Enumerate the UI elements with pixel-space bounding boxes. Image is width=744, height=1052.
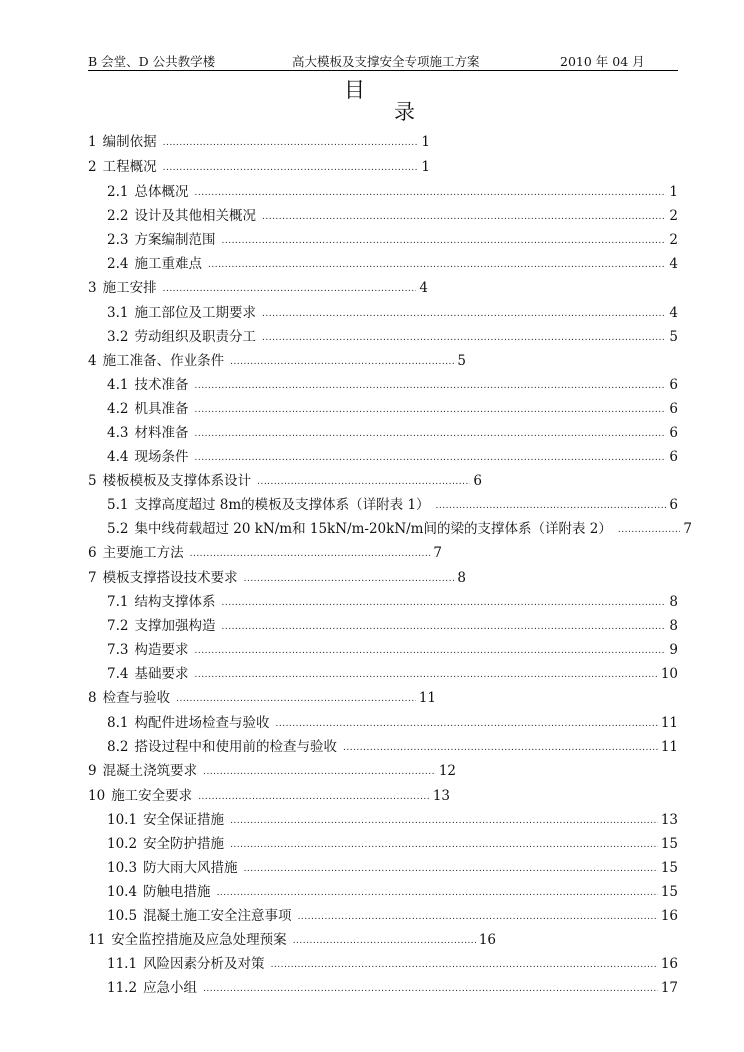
toc-entry-page-number: 6 bbox=[669, 497, 678, 513]
toc-entry-number: 2.3 bbox=[107, 232, 129, 248]
toc-entry-page-number: 2 bbox=[669, 208, 678, 224]
toc-entry-number: 5.2 bbox=[107, 521, 129, 537]
toc-entry-label: 构造要求 bbox=[134, 642, 189, 658]
toc-entry-section[interactable] bbox=[88, 926, 496, 948]
toc-entry-page-number: 5 bbox=[669, 329, 678, 345]
page-header bbox=[88, 52, 678, 70]
toc-entry-label: 技术准备 bbox=[134, 377, 189, 393]
toc-entry-page-number: 2 bbox=[669, 232, 678, 248]
toc-entry-number: 4 bbox=[88, 353, 97, 369]
toc-entry-subsection[interactable] bbox=[107, 250, 678, 272]
toc-entry-label: 风险因素分析及对策 bbox=[143, 956, 265, 972]
toc-leader-dots bbox=[618, 523, 681, 537]
toc-entry-page-number: 17 bbox=[660, 980, 678, 996]
toc-entry-page-number: 1 bbox=[669, 184, 678, 200]
toc-entry-page-number: 6 bbox=[669, 401, 678, 417]
toc-leader-dots bbox=[176, 692, 416, 706]
toc-entry-number: 10.5 bbox=[107, 908, 138, 924]
toc-entry-page-number: 4 bbox=[419, 280, 428, 296]
toc-entry-page-number: 6 bbox=[669, 449, 678, 465]
toc-entry-number: 3.1 bbox=[107, 305, 129, 321]
toc-entry-subsection[interactable] bbox=[107, 902, 678, 924]
toc-entry-number: 5.1 bbox=[107, 497, 129, 513]
toc-entry-label: 施工部位及工期要求 bbox=[134, 305, 256, 321]
toc-entry-subsection[interactable] bbox=[107, 806, 678, 828]
toc-entry-section[interactable] bbox=[88, 684, 436, 706]
toc-entry-label: 主要施工方法 bbox=[102, 545, 184, 561]
toc-entry-subsection[interactable] bbox=[107, 491, 678, 513]
toc-entry-subsection[interactable] bbox=[107, 178, 678, 200]
toc-leader-dots bbox=[221, 596, 666, 610]
toc-entry-page-number: 7 bbox=[433, 545, 442, 561]
toc-title-part1: 目 bbox=[344, 78, 365, 102]
toc-leader-dots bbox=[293, 934, 476, 948]
toc-leader-dots bbox=[163, 161, 419, 175]
toc-entry-number: 2.2 bbox=[107, 208, 129, 224]
toc-entry-subsection[interactable] bbox=[107, 974, 678, 996]
toc-entry-number: 11 bbox=[88, 932, 106, 948]
toc-entry-subsection[interactable] bbox=[107, 419, 678, 441]
toc-entry-label: 应急小组 bbox=[143, 980, 198, 996]
toc-entry-label: 安全防护措施 bbox=[143, 836, 225, 852]
toc-leader-dots bbox=[194, 379, 666, 393]
toc-entry-subsection[interactable] bbox=[107, 660, 678, 682]
toc-entry-page-number: 7 bbox=[683, 521, 692, 537]
toc-leader-dots bbox=[194, 186, 666, 200]
toc-entry-label: 工程概况 bbox=[102, 159, 157, 175]
toc-entry-subsection[interactable] bbox=[107, 395, 678, 417]
toc-entry-number: 10.2 bbox=[107, 836, 138, 852]
toc-entry-number: 3.2 bbox=[107, 329, 129, 345]
toc-entry-page-number: 5 bbox=[457, 353, 466, 369]
toc-entry-page-number: 8 bbox=[457, 570, 466, 586]
toc-entry-label: 检查与验收 bbox=[102, 690, 171, 706]
toc-title-part2: 录 bbox=[394, 100, 415, 124]
toc-entry-subsection[interactable] bbox=[107, 709, 678, 731]
toc-entry-number: 2.4 bbox=[107, 256, 129, 272]
toc-leader-dots bbox=[221, 234, 666, 248]
toc-leader-dots bbox=[194, 451, 666, 465]
toc-leader-dots bbox=[244, 572, 455, 586]
toc-leader-dots bbox=[275, 717, 657, 731]
toc-entry-label: 防大雨大风措施 bbox=[143, 860, 238, 876]
header-left-text: B 会堂、D 公共教学楼 bbox=[88, 54, 216, 69]
toc-leader-dots bbox=[208, 258, 666, 272]
toc-entry-subsection[interactable] bbox=[107, 443, 678, 465]
toc-entry-number: 7.1 bbox=[107, 594, 129, 610]
toc-leader-dots bbox=[194, 427, 666, 441]
toc-leader-dots bbox=[244, 862, 658, 876]
toc-entry-number: 6 bbox=[88, 545, 97, 561]
toc-entry-page-number: 15 bbox=[660, 884, 678, 900]
toc-entry-number: 4.2 bbox=[107, 401, 129, 417]
toc-entry-label: 支撑高度超过 8m的模板及支撑体系（详附表 1） bbox=[134, 497, 430, 513]
toc-leader-dots bbox=[262, 331, 666, 345]
toc-entry-number: 11.2 bbox=[107, 980, 138, 996]
toc-entry-label: 基础要求 bbox=[134, 666, 189, 682]
toc-entry-page-number: 15 bbox=[660, 836, 678, 852]
toc-entry-label: 楼板模板及支撑体系设计 bbox=[102, 473, 252, 489]
toc-entry-label: 模板支撑搭设技术要求 bbox=[102, 570, 238, 586]
toc-leader-dots bbox=[194, 668, 657, 682]
toc-entry-page-number: 1 bbox=[421, 134, 430, 150]
toc-entry-number: 5 bbox=[88, 473, 97, 489]
toc-leader-dots bbox=[230, 814, 658, 828]
toc-entry-page-number: 12 bbox=[438, 763, 456, 779]
toc-entry-page-number: 16 bbox=[660, 956, 678, 972]
toc-entry-subsection[interactable] bbox=[107, 878, 678, 900]
toc-entry-page-number: 11 bbox=[660, 739, 678, 755]
toc-leader-dots bbox=[262, 307, 666, 321]
toc-entry-label: 施工准备、作业条件 bbox=[102, 353, 225, 369]
toc-entry-page-number: 8 bbox=[669, 618, 678, 634]
toc-entry-page-number: 8 bbox=[669, 594, 678, 610]
toc-entry-subsection[interactable] bbox=[107, 612, 678, 634]
toc-entry-number: 4.1 bbox=[107, 377, 129, 393]
toc-entry-page-number: 4 bbox=[669, 256, 678, 272]
toc-entry-label: 材料准备 bbox=[134, 425, 189, 441]
toc-entry-label: 混凝土浇筑要求 bbox=[102, 763, 198, 779]
toc-entry-number: 10.4 bbox=[107, 884, 138, 900]
toc-entry-subsection[interactable] bbox=[107, 636, 678, 658]
toc-entry-section[interactable] bbox=[88, 564, 466, 586]
toc-entry-page-number: 13 bbox=[660, 812, 678, 828]
toc-entry-label: 搭设过程中和使用前的检查与验收 bbox=[134, 739, 337, 755]
toc-entry-label: 机具准备 bbox=[134, 401, 189, 417]
toc-entry-number: 1 bbox=[88, 134, 97, 150]
toc-entry-subsection[interactable] bbox=[107, 226, 678, 248]
header-rule bbox=[88, 70, 678, 71]
toc-entry-subsection[interactable] bbox=[107, 323, 678, 345]
toc-entry-subsection[interactable] bbox=[107, 202, 678, 224]
toc-leader-dots bbox=[230, 355, 454, 369]
toc-entry-label: 防触电措施 bbox=[143, 884, 211, 900]
toc-entry-section[interactable] bbox=[88, 347, 466, 369]
header-center-text: 高大模板及支撑安全专项施工方案 bbox=[292, 54, 480, 69]
toc-entry-section[interactable] bbox=[88, 539, 442, 561]
toc-entry-page-number: 9 bbox=[669, 642, 678, 658]
toc-entry-number: 2.1 bbox=[107, 184, 129, 200]
toc-entry-section[interactable] bbox=[88, 782, 450, 804]
toc-leader-dots bbox=[194, 644, 666, 658]
toc-entry-number: 7.2 bbox=[107, 618, 129, 634]
toc-entry-label: 施工安全要求 bbox=[111, 788, 193, 804]
toc-entry-page-number: 13 bbox=[432, 788, 450, 804]
toc-leader-dots bbox=[203, 765, 436, 779]
toc-entry-number: 9 bbox=[88, 763, 97, 779]
toc-entry-label: 构配件进场检查与验收 bbox=[134, 715, 270, 731]
toc-entry-label: 施工重难点 bbox=[134, 256, 202, 272]
toc-entry-page-number: 4 bbox=[669, 305, 678, 321]
toc-entry-subsection[interactable] bbox=[107, 371, 678, 393]
toc-entry-label: 编制依据 bbox=[102, 134, 157, 150]
toc-entry-number: 7.4 bbox=[107, 666, 129, 682]
toc-entry-label: 安全监控措施及应急处理预案 bbox=[111, 932, 287, 948]
toc-entry-number: 8.1 bbox=[107, 715, 129, 731]
toc-entry-page-number: 1 bbox=[421, 159, 430, 175]
toc-leader-dots bbox=[217, 886, 658, 900]
toc-entry-subsection[interactable] bbox=[107, 299, 678, 321]
toc-entry-number: 4.3 bbox=[107, 425, 129, 441]
toc-entry-label: 支撑加强构造 bbox=[134, 618, 216, 634]
toc-entry-section[interactable] bbox=[88, 153, 430, 175]
toc-entry-section[interactable] bbox=[88, 274, 428, 296]
toc-entry-page-number: 6 bbox=[669, 425, 678, 441]
toc-entry-number: 7 bbox=[88, 570, 97, 586]
toc-entry-subsection[interactable] bbox=[107, 950, 678, 972]
toc-entry-section[interactable] bbox=[88, 757, 456, 779]
toc-entry-subsection[interactable] bbox=[107, 830, 678, 852]
toc-leader-dots bbox=[298, 910, 658, 924]
toc-entry-number: 7.3 bbox=[107, 642, 129, 658]
toc-leader-dots bbox=[271, 958, 658, 972]
toc-entry-page-number: 6 bbox=[473, 473, 482, 489]
toc-entry-page-number: 16 bbox=[660, 908, 678, 924]
toc-leader-dots bbox=[221, 620, 666, 634]
toc-leader-dots bbox=[198, 790, 430, 804]
toc-entry-label: 结构支撑体系 bbox=[134, 594, 216, 610]
toc-entry-subsection[interactable] bbox=[107, 588, 678, 610]
toc-entry-number: 8 bbox=[88, 690, 97, 706]
toc-entry-page-number: 16 bbox=[478, 932, 496, 948]
toc-entry-page-number: 6 bbox=[669, 377, 678, 393]
toc-entry-page-number: 11 bbox=[418, 690, 436, 706]
toc-entry-label: 方案编制范围 bbox=[134, 232, 216, 248]
toc-leader-dots bbox=[163, 282, 417, 296]
toc-entry-subsection[interactable] bbox=[107, 515, 692, 537]
toc-leader-dots bbox=[436, 499, 667, 513]
toc-leader-dots bbox=[262, 210, 666, 224]
toc-entry-number: 2 bbox=[88, 159, 97, 175]
toc-entry-label: 安全保证措施 bbox=[143, 812, 225, 828]
toc-leader-dots bbox=[163, 136, 419, 150]
toc-entry-section[interactable] bbox=[88, 467, 482, 489]
toc-entry-label: 混凝土施工安全注意事项 bbox=[143, 908, 292, 924]
toc-entry-number: 8.2 bbox=[107, 739, 129, 755]
toc-entry-subsection[interactable] bbox=[107, 854, 678, 876]
toc-leader-dots bbox=[257, 475, 470, 489]
toc-entry-section[interactable] bbox=[88, 128, 430, 150]
toc-entry-page-number: 15 bbox=[660, 860, 678, 876]
toc-entry-label: 设计及其他相关概况 bbox=[134, 208, 256, 224]
header-date-text: 2010 年 04 月 bbox=[560, 54, 645, 69]
toc-entry-label: 总体概况 bbox=[134, 184, 189, 200]
toc-entry-number: 10.3 bbox=[107, 860, 138, 876]
toc-entry-number: 11.1 bbox=[107, 956, 138, 972]
toc-entry-number: 4.4 bbox=[107, 449, 129, 465]
toc-leader-dots bbox=[194, 403, 666, 417]
toc-entry-page-number: 10 bbox=[660, 666, 678, 682]
toc-entry-number: 10 bbox=[88, 788, 106, 804]
toc-entry-number: 3 bbox=[88, 280, 97, 296]
toc-entry-page-number: 11 bbox=[660, 715, 678, 731]
toc-entry-label: 现场条件 bbox=[134, 449, 189, 465]
toc-leader-dots bbox=[343, 741, 658, 755]
toc-entry-subsection[interactable] bbox=[107, 733, 678, 755]
toc-leader-dots bbox=[230, 838, 658, 852]
toc-entry-number: 10.1 bbox=[107, 812, 138, 828]
toc-entry-label: 集中线荷载超过 20 kN/m和 15kN/m-20kN/m间的梁的支撑体系（详附表 2） bbox=[134, 521, 612, 537]
toc-entry-label: 劳动组织及职责分工 bbox=[134, 329, 256, 345]
toc-leader-dots bbox=[190, 547, 431, 561]
toc-leader-dots bbox=[203, 982, 658, 996]
toc-entry-label: 施工安排 bbox=[102, 280, 157, 296]
